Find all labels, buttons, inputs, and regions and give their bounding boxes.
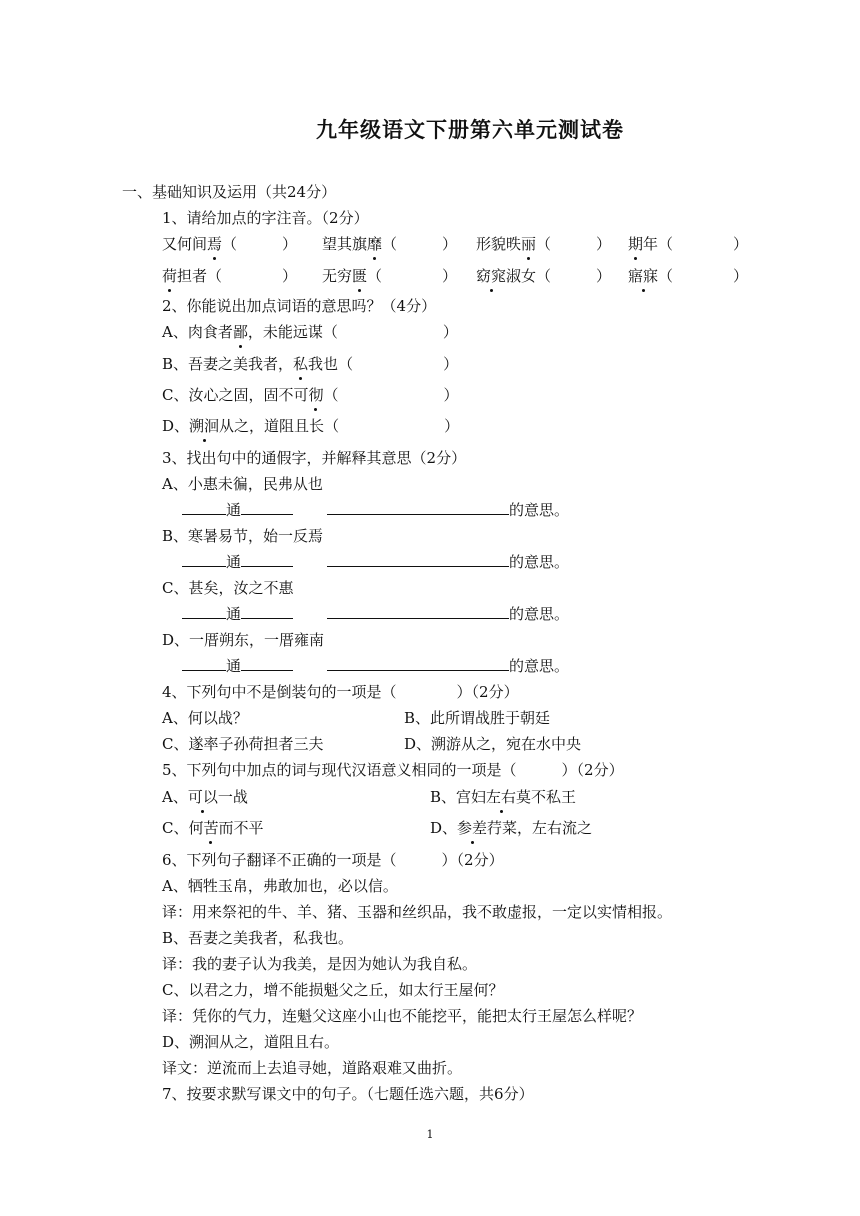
dotted-char: 可以 (187, 788, 218, 806)
q6-line: 译：用来祭祀的牛、羊、猪、玉器和丝织品，我不敢虚报，一定以实情相报。 (162, 903, 673, 921)
page-number: 1 (426, 1128, 434, 1141)
question-7-stem: 7、按要求默写课文中的句子。（七题任选六题，共6分） (162, 1085, 534, 1103)
q6-line: 译文：逆流而上去追寻她，道路艰难又曲折。 (162, 1059, 463, 1077)
q4-option-c: C、遂率子孙荷担者三夫 (162, 735, 324, 753)
q5-option-c: C、何苦而不平 (162, 819, 264, 837)
q3-answer-line[interactable]: 通 的意思。 (182, 604, 569, 624)
page-title: 九年级语文下册第六单元测试卷 (316, 118, 624, 142)
blank-field[interactable] (327, 604, 509, 619)
q3-option-a: A、小惠未徧，民弗从也 (162, 475, 323, 493)
blank-field[interactable] (241, 604, 293, 619)
q1-item-1: 又何间焉（ ） (162, 235, 298, 253)
q4-option-d: D、溯游从之，宛在水中央 (404, 735, 582, 753)
blank-field[interactable] (327, 552, 509, 567)
q1-item-7: 窈窕淑女（ ） (476, 267, 612, 285)
q1-item-2: 望其旗靡（ ） (322, 235, 458, 253)
dotted-char: 丽 (521, 235, 537, 253)
q3-answer-line[interactable]: 通 的意思。 (182, 656, 569, 676)
q6-line: 译：凭你的气力，连魁父这座小山也不能挖平，能把太行王屋怎么样呢？ (162, 1007, 643, 1025)
question-1-stem: 1、请给加点的字注音。（2分） (162, 209, 369, 227)
dotted-char: 窈窕 (476, 267, 507, 285)
dotted-char: 参差 (457, 819, 488, 837)
dotted-char: 鄙 (232, 323, 248, 341)
blank-field[interactable] (241, 552, 293, 567)
q3-answer-line[interactable]: 通 的意思。 (182, 552, 569, 572)
question-2-stem: 2、你能说出加点词语的意思吗？（4分） (162, 297, 437, 315)
q1-item-4: 期年（ ） (628, 235, 749, 253)
q6-line: C、以君之力，增不能损魁父之丘，如太行王屋何？ (162, 981, 504, 999)
q2-option-a: A、肉食者鄙，未能远谋（ ） (162, 323, 458, 341)
q3-option-c: C、甚矣，汝之不惠 (162, 579, 294, 597)
blank-field[interactable] (182, 552, 226, 567)
dotted-char: 私 (293, 355, 309, 373)
q3-option-b: B、寒暑易节，始一反焉 (162, 527, 324, 545)
dotted-char: 匮 (352, 267, 368, 285)
q6-line: B、吾妻之美我者，私我也。 (162, 929, 354, 947)
blank-field[interactable] (182, 500, 226, 515)
q6-line: A、牺牲玉帛，弗敢加也，必以信。 (162, 877, 398, 895)
blank-field[interactable] (182, 656, 226, 671)
dotted-char: 荷 (162, 267, 178, 285)
dotted-char: 苦 (203, 819, 219, 837)
q3-option-d: D、一厝朔东，一厝雍南 (162, 631, 325, 649)
dotted-char: 靡 (367, 235, 383, 253)
q5-option-b: B、宫妇左右莫不私王 (430, 788, 577, 806)
dotted-char: 期 (628, 235, 644, 253)
dotted-char: 溯洄 (189, 417, 220, 435)
blank-field[interactable] (241, 500, 293, 515)
dotted-char: 焉 (207, 235, 223, 253)
q4-option-b: B、此所谓战胜于朝廷 (404, 709, 551, 727)
q1-item-3: 形貌昳丽（ ） (476, 235, 612, 253)
q1-item-8: 寤寐（ ） (628, 267, 749, 285)
q4-option-a: A、何以战？ (162, 709, 248, 727)
question-5-stem: 5、下列句中加点的词与现代汉语意义相同的一项是（ ）（2分） (162, 761, 624, 779)
blank-field[interactable] (327, 656, 509, 671)
q2-option-b: B、吾妻之美我者，私我也（ ） (162, 355, 459, 373)
q3-answer-line[interactable]: 通 的意思。 (182, 500, 569, 520)
question-6-stem: 6、下列句子翻译不正确的一项是（ ）（2分） (162, 851, 504, 869)
q5-option-a: A、可以一战 (162, 788, 248, 806)
q5-option-d: D、参差荇菜，左右流之 (430, 819, 593, 837)
section-heading: 一、基础知识及运用（共24分） (122, 183, 337, 201)
blank-field[interactable] (327, 500, 509, 515)
blank-field[interactable] (182, 604, 226, 619)
q6-line: D、溯洄从之，道阻且右。 (162, 1033, 340, 1051)
dotted-char: 左右 (486, 788, 517, 806)
q6-line: 译：我的妻子认为我美，是因为她认为我自私。 (162, 955, 478, 973)
question-4-stem: 4、下列句中不是倒装句的一项是（ ）（2分） (162, 683, 519, 701)
q1-item-5: 荷担者（ ） (162, 267, 298, 285)
question-3-stem: 3、找出句中的通假字，并解释其意思（2分） (162, 449, 467, 467)
q2-option-c: C、汝心之固，固不可彻（ ） (162, 386, 459, 404)
q1-item-6: 无穷匮（ ） (322, 267, 458, 285)
dotted-char: 寤寐 (628, 267, 659, 285)
dotted-char: 彻 (308, 386, 324, 404)
q2-option-d: D、溯洄从之，道阻且长（ ） (162, 417, 460, 435)
blank-field[interactable] (241, 656, 293, 671)
